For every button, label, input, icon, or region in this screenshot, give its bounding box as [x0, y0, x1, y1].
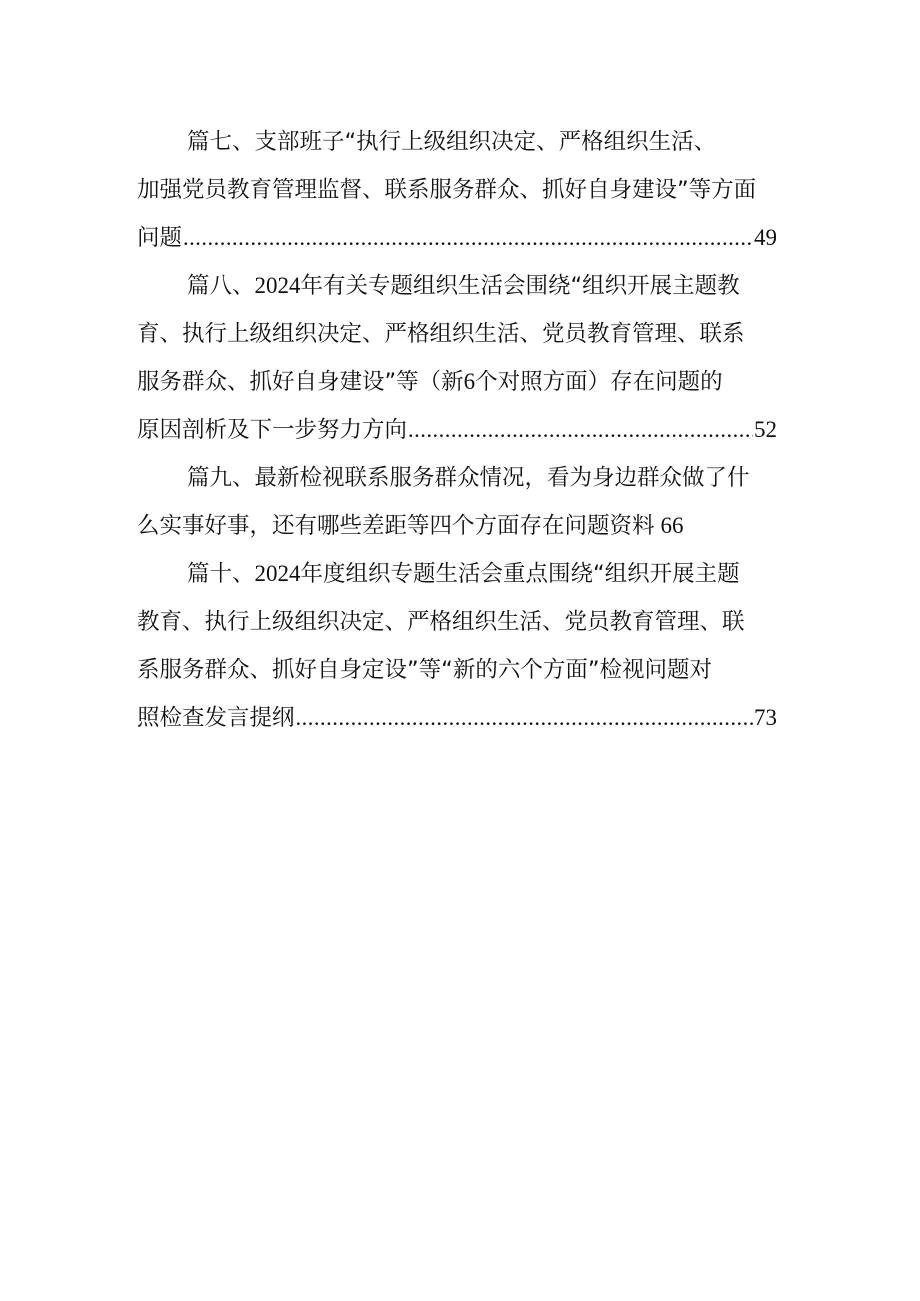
table-of-contents [137, 118, 777, 742]
toc-entry-8-line-2: 育、执行上级组织决定、严格组织生活、党员教育管理、联系 [137, 321, 745, 347]
toc-entry-9-page-number[interactable]: 66 [660, 513, 684, 538]
toc-entry-7-page-number[interactable]: 49 [754, 225, 777, 250]
toc-entry-8-prefix: 篇八、 [187, 273, 255, 299]
toc-entry-9[interactable] [137, 454, 777, 550]
toc-entry-8-title-start: 年有关专题组织生活会围绕“组织开展主题教 [300, 273, 740, 299]
toc-entry-10-last-line [137, 694, 777, 742]
toc-entry-10-page-number[interactable]: 73 [754, 705, 777, 730]
dot-leader [408, 406, 753, 454]
toc-entry-7-line-2: 加强党员教育管理监督、联系服务群众、抓好自身建设”等方面 [137, 177, 757, 203]
toc-entry-10-year: 2024 [254, 561, 301, 586]
toc-entry-8-page-number[interactable]: 52 [754, 417, 777, 442]
toc-entry-7[interactable] [137, 118, 777, 262]
toc-entry-8-line-3-start: 服务群众、抓好自身建设”等（新 [137, 369, 464, 395]
dot-leader [296, 694, 753, 742]
toc-entry-9-last-line [137, 502, 777, 550]
toc-entry-7-line-1: 篇七、支部班子“执行上级组织决定、严格组织生活、 [187, 129, 717, 155]
toc-entry-8-year: 2024 [254, 273, 301, 298]
toc-entry-8-line-1 [137, 262, 777, 310]
toc-entry-10-line-2: 教育、执行上级组织决定、严格组织生活、党员教育管理、联 [137, 609, 745, 635]
toc-entry-10-title-start: 年度组织专题生活会重点围绕“组织开展主题 [300, 561, 740, 587]
toc-entry-8-last-line [137, 406, 777, 454]
toc-entry-8-title-end: 原因剖析及下一步努力方向 [137, 417, 408, 443]
toc-entry-8-count: 6 [463, 369, 476, 394]
toc-entry-9-title-end: 么实事好事，还有哪些差距等四个方面存在问题资料 [137, 513, 655, 539]
toc-entry-10-line-1 [137, 550, 777, 598]
dot-leader [183, 214, 753, 262]
toc-entry-10-line-3: 系服务群众、抓好自身定设”等“新的六个方面”检视问题对 [137, 657, 712, 683]
toc-entry-10[interactable] [137, 550, 777, 742]
toc-entry-7-title-end: 问题 [137, 225, 183, 251]
toc-entry-7-last-line [137, 214, 777, 262]
toc-entry-9-line-1: 篇九、最新检视联系服务群众情况，看为身边群众做了什 [187, 465, 750, 491]
toc-entry-8-line-3-end: 个对照方面）存在问题的 [475, 369, 723, 395]
toc-entry-8[interactable] [137, 262, 777, 454]
toc-entry-10-title-end: 照检查发言提纲 [137, 705, 295, 731]
toc-entry-10-prefix: 篇十、 [187, 561, 255, 587]
toc-entry-8-line-3 [137, 358, 777, 406]
